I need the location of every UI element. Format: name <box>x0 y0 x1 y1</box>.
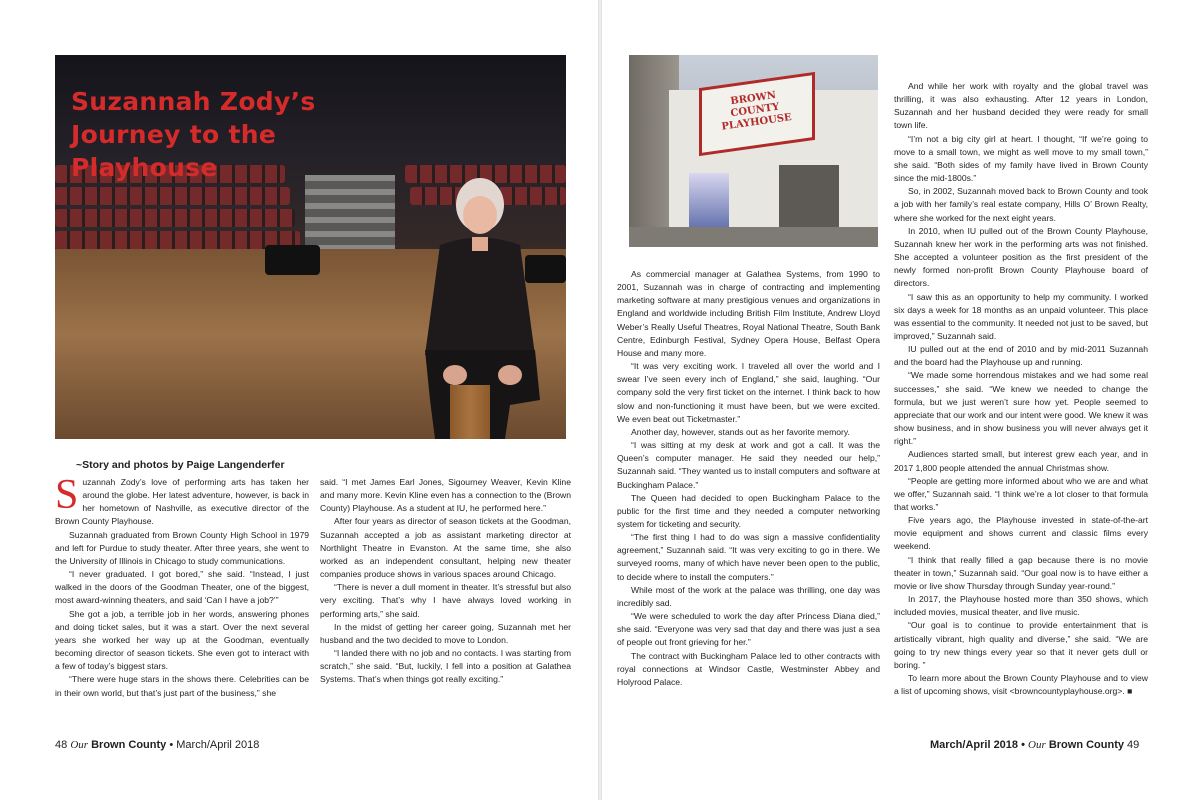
paragraph: “The first thing I had to do was sign a massive confidentiality agreement,” Suzannah said. “It was very exciting to go in there. We surveyed rooms, many of which have never been open to the public, to decide where to install the computers.” <box>617 532 880 582</box>
paragraph: “Our goal is to continue to provide entertainment that is artistically vibrant, high quality and diverse,” she said. “We are going to try new things every year so that it never gets dull or boring. ” <box>894 620 1148 670</box>
playhouse-photo <box>629 55 878 247</box>
issue-date: March/April 2018 • <box>930 739 1025 751</box>
paragraph: In 2010, when IU pulled out of the Brown County Playhouse, Suzannah knew her work in the performing arts was not finished. She accepted a volunteer position as the first president of the newly formed non-profit Brown County Playhouse board of directors. <box>894 225 1148 289</box>
column-3 <box>617 268 880 689</box>
seat-row <box>55 231 300 249</box>
paragraph: In the midst of getting her career going, Suzannah met her husband and the two decided to move to London. <box>320 621 571 645</box>
page-number: 49 <box>1127 739 1140 751</box>
paragraph: Audiences started small, but interest grew each year, and in 2017 1,800 people attended the annual Christmas show. <box>894 449 1148 473</box>
page-number: 48 <box>55 739 68 751</box>
magazine-our: Our <box>70 739 89 751</box>
paragraph: And while her work with royalty and the global travel was thrilling, it was also exhausting. After 12 years in London, Suzannah and her husband decided they were ready for small town life. <box>894 81 1148 131</box>
issue-date: • March/April 2018 <box>169 739 260 751</box>
marquee-text: BROWN COUNTY PLAYHOUSE <box>720 89 793 133</box>
paragraph: said. “I met James Earl Jones, Sigourney Weaver, Kevin Kline and many more. Kevin Kline even has a connection to the (Brown County) Playhouse. As a student at IU, he performed here.” <box>320 477 571 514</box>
poster <box>689 173 729 233</box>
paragraph: She got a job, a terrible job in her words, answering phones and doing ticket sales, but it was a start. Over the next several years she worked her way up at the Goodman, eventually becoming director of season tickets. She even got to interact with a few of today’s biggest stars. <box>55 608 309 672</box>
magazine-brand: Brown County <box>91 739 167 751</box>
paragraph: “There is never a dull moment in theater. It’s stressful but also very exciting. That’s why I have always loved working in performing arts,” she said. <box>320 582 571 619</box>
paragraph: Suzannah graduated from Brown County High School in 1979 and left for Purdue to study theater. After three years, she went to the University of Illinois in Chicago to study communications. <box>55 529 309 566</box>
sidewalk <box>629 227 878 247</box>
paragraph: “I landed there with no job and no contacts. I was starting from scratch,” she said. “But, luckily, I fell into a position at Galathea Systems. That’s when things got really exciting.” <box>320 648 571 685</box>
folio-left <box>55 739 259 751</box>
paragraph: “We made some horrendous mistakes and we had some real successes,” she said. “We knew we needed to change the formula, but we just weren’t sure how yet. People seemed to appreciate that our work and our intent were good. We knew it was show business, and in show business you will never always get it right.” <box>894 370 1148 447</box>
paragraph: Another day, however, stands out as her favorite memory. <box>631 426 850 437</box>
wooden-stool <box>450 385 490 439</box>
paragraph: IU pulled out at the end of 2010 and by mid-2011 Suzannah and the board had the Playhouse up and running. <box>894 344 1148 368</box>
lead-paragraph <box>55 472 309 529</box>
paragraph: “I was sitting at my desk at work and got a call. It was the Queen’s computer manager. He said they needed our help,” Suzannah said. “They wanted us to install computers and software at Buckingham Palace.” <box>617 440 880 490</box>
paragraph: “We were scheduled to work the day after Princess Diana died,” she said. “Everyone was very sad that day and there was just a sea of people out front grieving for her.” <box>617 611 880 648</box>
paragraph: As commercial manager at Galathea Systems, from 1990 to 2001, Suzannah was in charge of contracting and implementing marketing software at many prestigious venues and organizations in England and worldwide including British Film Institute, Andrew Lloyd Weber’s Really Useful Theatres, Royal National Theatre, South Bank Centre, Edinburgh Festival, Sydney Opera House, Belfast Opera House and many more. <box>617 269 880 358</box>
drop-cap: S <box>55 472 79 518</box>
paragraph: The contract with Buckingham Palace led to other contracts with royal connections at Windsor Castle, Westminster Abbey and Holyrood Palace. <box>617 650 880 687</box>
paragraph: “There were huge stars in the shows there. Celebrities can be in their own world, but that’s just part of the business,” she <box>55 674 309 698</box>
paragraph: “I saw this as an opportunity to help my community. I worked six days a week for 18 months as an unpaid volunteer. This place was essential to the community. It needed not just to be saved, but improved,” Suzannah said. <box>894 291 1148 341</box>
seat-row <box>55 209 295 227</box>
byline: ~Story and photos by Paige Langenderfer <box>76 459 285 471</box>
paragraph: “People are getting more informed about who we are and what we offer,” Suzannah said. “I think we’re a lot closer to that formula that works.” <box>894 475 1148 512</box>
article-title: Suzannah Zody’s Journey to the Playhouse <box>71 87 316 182</box>
paragraph: Five years ago, the Playhouse invested in state-of-the-art movie equipment and shows current and classic films every weekend. <box>894 515 1148 552</box>
seat-row <box>55 187 290 205</box>
right-page <box>602 0 1200 800</box>
column-1 <box>55 472 309 700</box>
paragraph: In 2017, the Playhouse hosted more than 350 shows, which included movies, musical theater, and live music. <box>894 594 1148 618</box>
paragraph: The Queen had decided to open Buckingham Palace to the public for the first time and they needed a computer networking system for ticketing and security. <box>617 492 880 529</box>
column-2 <box>320 476 571 687</box>
magazine-brand: Brown County <box>1048 739 1124 751</box>
paragraph: To learn more about the Brown County Playhouse and to view a list of upcoming shows, visit <browncountyplayhouse.org>. ■ <box>894 673 1148 697</box>
left-page <box>0 0 598 800</box>
paragraph: While most of the work at the palace was thrilling, one day was incredibly sad. <box>617 584 880 608</box>
folio-right <box>930 739 1139 751</box>
hero-photo <box>55 55 566 439</box>
magazine-our: Our <box>1028 739 1046 751</box>
stage-speaker <box>265 245 320 275</box>
lead-text: uzannah Zody’s love of performing arts has taken her around the globe. Her latest adventure, however, is back in her hometown of Nashville, as executive director of the Brown County Playhouse. <box>55 477 309 527</box>
paragraph: So, in 2002, Suzannah moved back to Brown County and took a job with her family’s real estate company, Hills O’ Brown Realty, where she worked for the next eight years. <box>894 186 1148 223</box>
column-4 <box>894 80 1148 698</box>
paragraph: “I think that really filled a gap because there is no movie theater in town,” Suzannah said. “Our goal now is to have either a movie or live show Thursday through Sunday year-round.” <box>894 554 1148 591</box>
paragraph: After four years as director of season tickets at the Goodman, Suzannah accepted a job as assistant marketing director at Northlight Theatre in Evanston. At the same time, she also worked as an independent consultant, helping new theater companies produce shows in various spaces around Chicago. <box>320 516 571 580</box>
paragraph: “It was very exciting work. I traveled all over the world and I swear I’ve seen every inch of England,” she said, laughing. “Our company sold the very first ticket on the internet. I think back to how slow and non-functioning it must have been, but we were excited. We even beat out Ticketmaster.” <box>617 361 880 424</box>
paragraph: “I never graduated. I got bored,” she said. “Instead, I just walked in the doors of the Goodman Theater, one of the biggest, most award-winning theaters, and said ‘Can I have a job?’” <box>55 569 309 606</box>
paragraph: “I’m not a big city girl at heart. I thought, “If we’re going to move to a small town, we might as well move to my small town,” she said. “Both sides of my family have lived in Brown County since the mid-1800s.” <box>894 133 1148 184</box>
